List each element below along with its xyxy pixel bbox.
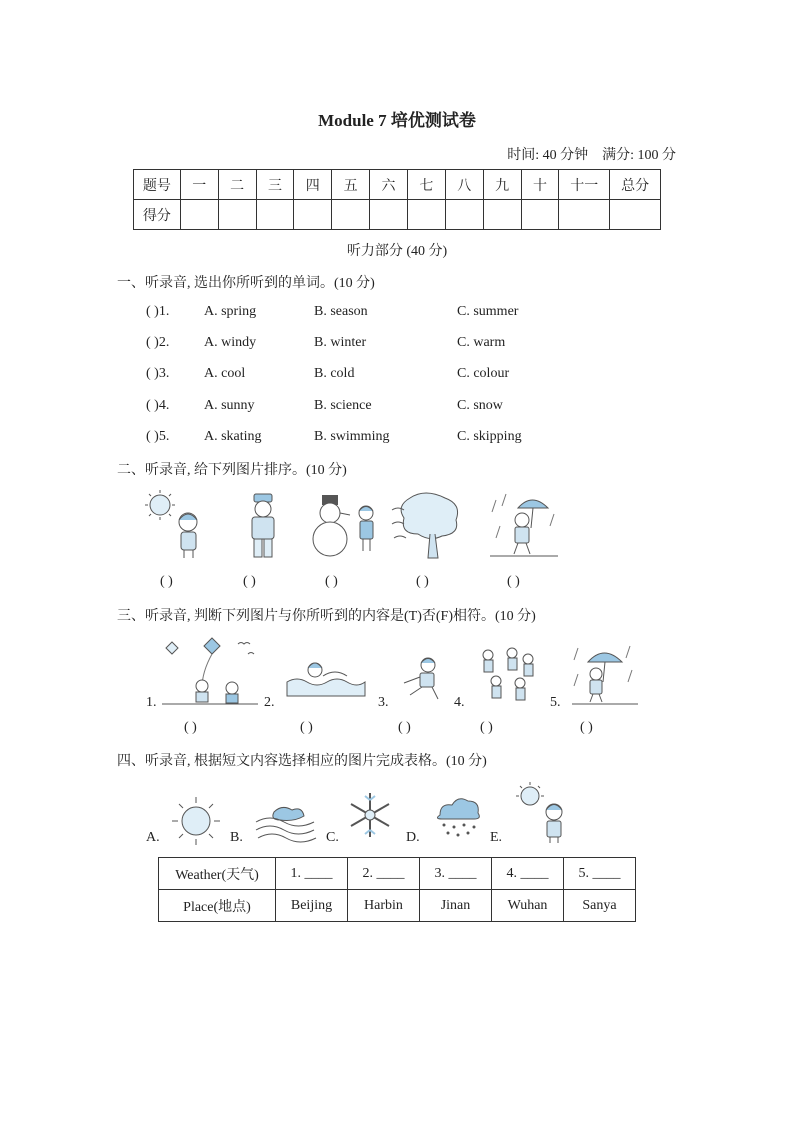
score-input-cell[interactable] — [407, 200, 445, 230]
score-cell: 四 — [294, 170, 332, 200]
score-cell: 十 — [521, 170, 559, 200]
page-title: Module 7 培优测试卷 — [318, 111, 476, 130]
score-input-cell[interactable] — [483, 200, 521, 230]
q2-answer-blank[interactable]: ( ) — [160, 574, 173, 589]
score-cell: 一 — [180, 170, 218, 200]
q3-answer-blank[interactable]: ( ) — [480, 720, 493, 735]
score-table — [133, 169, 661, 230]
skating-icon — [398, 655, 446, 705]
q4-option-label: A. — [146, 830, 160, 845]
q1-option-a[interactable]: A. cool — [204, 366, 246, 381]
q2-heading: 二、听录音, 给下列图片排序。(10 分) — [117, 463, 347, 478]
q4-option-label: E. — [490, 830, 503, 845]
score-table-score-row — [134, 200, 661, 230]
q1-option-b[interactable]: B. season — [314, 304, 368, 319]
q3-answer-blank[interactable]: ( ) — [580, 720, 593, 735]
place-cell: Sanya — [564, 890, 636, 922]
score-input-cell[interactable] — [256, 200, 294, 230]
kite-flying-icon — [162, 636, 258, 706]
q3-number: 3. — [378, 695, 389, 710]
wind-icon — [254, 802, 318, 840]
score-cell: 七 — [407, 170, 445, 200]
score-input-cell[interactable] — [445, 200, 483, 230]
cold-person-icon — [243, 492, 283, 562]
score-cell: 二 — [218, 170, 256, 200]
score-input-cell[interactable] — [370, 200, 408, 230]
q3-number: 2. — [264, 695, 275, 710]
q4-heading: 四、听录音, 根据短文内容选择相应的图片完成表格。(10 分) — [117, 754, 487, 769]
q1-option-c[interactable]: C. warm — [457, 335, 506, 350]
score-cell: 题号 — [134, 170, 181, 200]
place-label: Place(地点) — [159, 890, 276, 922]
q4-option-label: B. — [230, 830, 243, 845]
score-input-cell[interactable] — [332, 200, 370, 230]
q2-answer-blank[interactable]: ( ) — [243, 574, 256, 589]
weather-blank[interactable]: 2. ____ — [348, 858, 420, 890]
q1-item-number[interactable]: ( )4. — [146, 398, 170, 413]
section-title: 听力部分 (40 分) — [346, 244, 448, 259]
weather-blank[interactable]: 3. ____ — [420, 858, 492, 890]
q2-answer-blank[interactable]: ( ) — [325, 574, 338, 589]
score-cell: 九 — [483, 170, 521, 200]
score-input-cell[interactable] — [521, 200, 559, 230]
place-cell: Wuhan — [492, 890, 564, 922]
q1-item-number[interactable]: ( )3. — [146, 366, 170, 381]
q3-number: 5. — [550, 695, 561, 710]
rain-umbrella-icon — [572, 640, 638, 706]
sunny-boy-icon — [145, 490, 205, 560]
score-input-cell[interactable] — [559, 200, 610, 230]
q1-item-number[interactable]: ( )5. — [146, 429, 170, 444]
q1-option-c[interactable]: C. colour — [457, 366, 510, 381]
score-cell: 五 — [332, 170, 370, 200]
q4-option-label: D. — [406, 830, 420, 845]
q1-item-number[interactable]: ( )2. — [146, 335, 170, 350]
rainy-umbrella-icon — [488, 490, 560, 560]
score-label: 得分 — [134, 200, 181, 230]
rain-cloud-icon — [432, 795, 482, 841]
time-info: 时间: 40 分钟 满分: 100 分 — [507, 148, 676, 163]
place-cell: Jinan — [420, 890, 492, 922]
weather-row — [159, 858, 636, 890]
q1-option-a[interactable]: A. sunny — [204, 398, 255, 413]
q1-option-b[interactable]: B. science — [314, 398, 372, 413]
q1-option-b[interactable]: B. cold — [314, 366, 355, 381]
q1-option-b[interactable]: B. swimming — [314, 429, 390, 444]
score-input-cell[interactable] — [180, 200, 218, 230]
weather-blank[interactable]: 1. ____ — [276, 858, 348, 890]
q1-option-a[interactable]: A. windy — [204, 335, 257, 350]
snowman-girl-icon — [310, 493, 380, 559]
windy-tree-icon — [390, 490, 462, 560]
q3-answer-blank[interactable]: ( ) — [398, 720, 411, 735]
q3-heading: 三、听录音, 判断下列图片与你所听到的内容是(T)否(F)相符。(10 分) — [117, 609, 536, 624]
q1-option-b[interactable]: B. winter — [314, 335, 367, 350]
weather-blank[interactable]: 4. ____ — [492, 858, 564, 890]
q3-number: 4. — [454, 695, 465, 710]
q2-answer-blank[interactable]: ( ) — [416, 574, 429, 589]
q1-option-a[interactable]: A. skating — [204, 429, 262, 444]
score-cell: 八 — [445, 170, 483, 200]
q2-answer-blank[interactable]: ( ) — [507, 574, 520, 589]
q1-heading: 一、听录音, 选出你所听到的单词。(10 分) — [117, 276, 375, 291]
score-cell: 总分 — [610, 170, 661, 200]
q1-option-a[interactable]: A. spring — [204, 304, 257, 319]
sunny-boy-icon — [514, 782, 570, 844]
q4-option-label: C. — [326, 830, 339, 845]
q1-option-c[interactable]: C. skipping — [457, 429, 522, 444]
score-input-cell[interactable] — [218, 200, 256, 230]
snowflake-icon — [345, 790, 395, 840]
score-cell: 六 — [370, 170, 408, 200]
score-input-cell[interactable] — [610, 200, 661, 230]
place-cell: Beijing — [276, 890, 348, 922]
q3-answer-blank[interactable]: ( ) — [184, 720, 197, 735]
score-table-header-row — [134, 170, 661, 200]
sun-icon — [170, 795, 222, 847]
swimming-icon — [285, 654, 365, 696]
score-cell: 十一 — [559, 170, 610, 200]
weather-label: Weather(天气) — [159, 858, 276, 890]
score-cell: 三 — [256, 170, 294, 200]
q1-option-c[interactable]: C. snow — [457, 398, 503, 413]
weather-table — [158, 857, 636, 922]
place-cell: Harbin — [348, 890, 420, 922]
q3-number: 1. — [146, 695, 157, 710]
weather-blank[interactable]: 5. ____ — [564, 858, 636, 890]
q3-answer-blank[interactable]: ( ) — [300, 720, 313, 735]
place-row — [159, 890, 636, 922]
children-playing-icon — [476, 645, 538, 707]
q1-option-c[interactable]: C. summer — [457, 304, 519, 319]
score-input-cell[interactable] — [294, 200, 332, 230]
q1-item-number[interactable]: ( )1. — [146, 304, 170, 319]
